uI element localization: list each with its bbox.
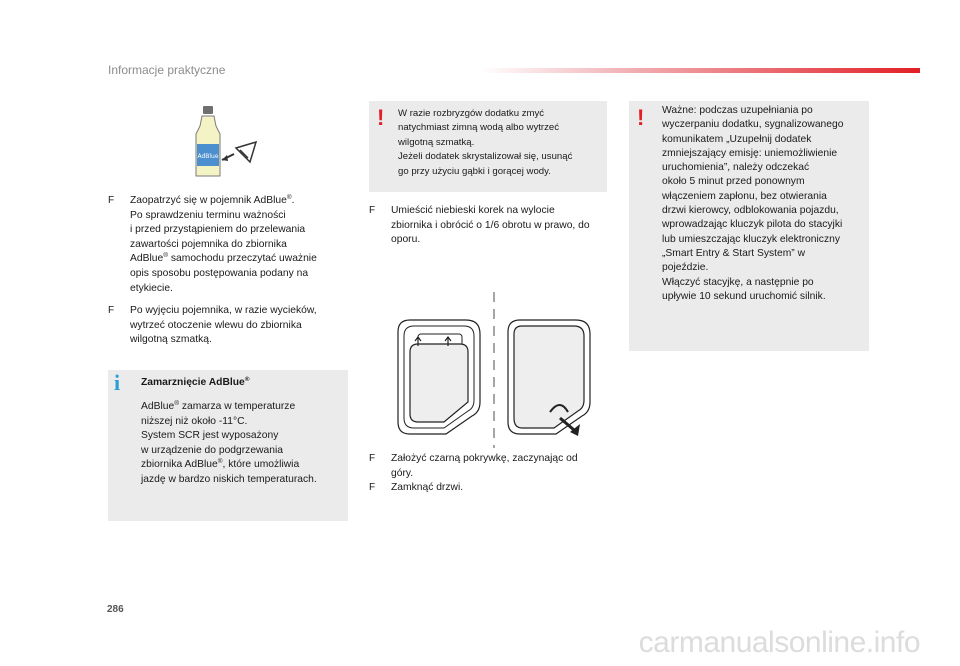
- instruction-item-2: [108, 304, 370, 348]
- text-line: opis sposobu postępowania podany na: [130, 267, 309, 279]
- text-line: etykiecie.: [130, 282, 173, 294]
- text-line: jazdę w bardzo niskich temperaturach.: [141, 473, 317, 485]
- warning-icon: !: [377, 105, 385, 130]
- text-line: i przed przystąpieniem do przelewania: [130, 224, 306, 236]
- section-title: Informacje praktyczne: [108, 63, 226, 77]
- warning-icon: !: [637, 105, 645, 130]
- instruction-item-5: [369, 481, 631, 496]
- bullet-icon: F: [369, 482, 376, 493]
- text-line: oporu.: [391, 234, 421, 246]
- adblue-bottle-illustration: [190, 104, 262, 180]
- bullet-icon: F: [369, 453, 376, 464]
- text-line: góry.: [391, 467, 414, 479]
- text-line: w urządzenie do podgrzewania: [141, 444, 283, 456]
- text-line: Zamknąć drzwi.: [391, 482, 464, 493]
- text-line: Po wyjęciu pojemnika, w razie wycieków,: [130, 305, 317, 316]
- text-line: Po sprawdzeniu terminu ważności: [130, 209, 286, 221]
- text-line: wytrzeć otoczenie wlewu do zbiornika: [130, 319, 302, 331]
- instruction-item-3: [369, 204, 631, 248]
- text-line: niższej niż około -11°C.: [141, 415, 248, 427]
- filler-cap-illustration: [388, 292, 592, 448]
- page-number: 286: [107, 604, 124, 615]
- bottle-label-text: AdBlue: [197, 153, 219, 160]
- warning-text: W razie rozbryzgów dodatku zmyć natychmiast zimną wodą albo wytrzeć wilgotną szmatką. Jeżeli dodatek skrystalizował się, usunąć go przy użyciu gąbki i gorącej wody.: [398, 108, 573, 177]
- text-line: System SCR jest wyposażony: [141, 430, 279, 442]
- watermark-text: carmanualsonline.info: [638, 626, 920, 659]
- bullet-icon: F: [369, 205, 376, 216]
- text-line: zbiornika i obrócić o 1/6 obrotu w prawo, do: [391, 219, 590, 231]
- warning-text: Ważne: podczas uzupełniania po wyczerpaniu dodatku, sygnalizowanego komunikatem „Uzupełnij dodatek zmniejszający emisję: uniemożliwienie uruchomienia”, należy odczekać około 5 minut przed ponownym włączeniem zapłonu, bez otwierania drzwi kierowcy, odblokowania pojazdu, wprowadzając kluczyk pilota do stacyjki lub umieszczając kluczyk elektroniczny „Smart Entry & Start System” w pojeździe. Włączyć stacyjkę, a następnie po upływie 10 sekund uruchomić silnik.: [662, 105, 844, 302]
- header-accent-bar: [480, 68, 920, 73]
- warning-box-refill-procedure: [629, 101, 869, 351]
- bullet-icon: F: [108, 195, 115, 206]
- text-line: Umieścić niebieski korek na wylocie: [391, 205, 555, 216]
- info-box-adblue-freezing: [108, 370, 348, 521]
- info-box-title: Zamarznięcie AdBlue®: [141, 376, 250, 388]
- bullet-icon: F: [108, 305, 115, 316]
- text-line: zawartości pojemnika do zbiornika: [130, 238, 287, 250]
- warning-box-splashes: [369, 101, 607, 192]
- info-box-body: AdBlue® zamarza w temperaturze niższej niż około -11°C. System SCR jest wyposażony w urządzenie do podgrzewania zbiornika AdBlue®, które umożliwia jazdę w bardzo niskich temperaturach.: [141, 400, 346, 488]
- text-line: Założyć czarną pokrywkę, zaczynając od: [391, 453, 578, 464]
- instruction-item-4: [369, 452, 631, 481]
- instruction-item-1: F Zaopatrzyć się w pojemnik AdBlue®. Po sprawdzeniu terminu ważności i przed przystąpieniem do przelewania zawartości pojemnika do zbiornika AdBlue® samochodu przeczytać uważnie opis sposobu postępowania podany na etykiecie.: [108, 194, 370, 296]
- text-line: wilgotną szmatką.: [130, 334, 212, 346]
- info-icon: i: [114, 370, 121, 395]
